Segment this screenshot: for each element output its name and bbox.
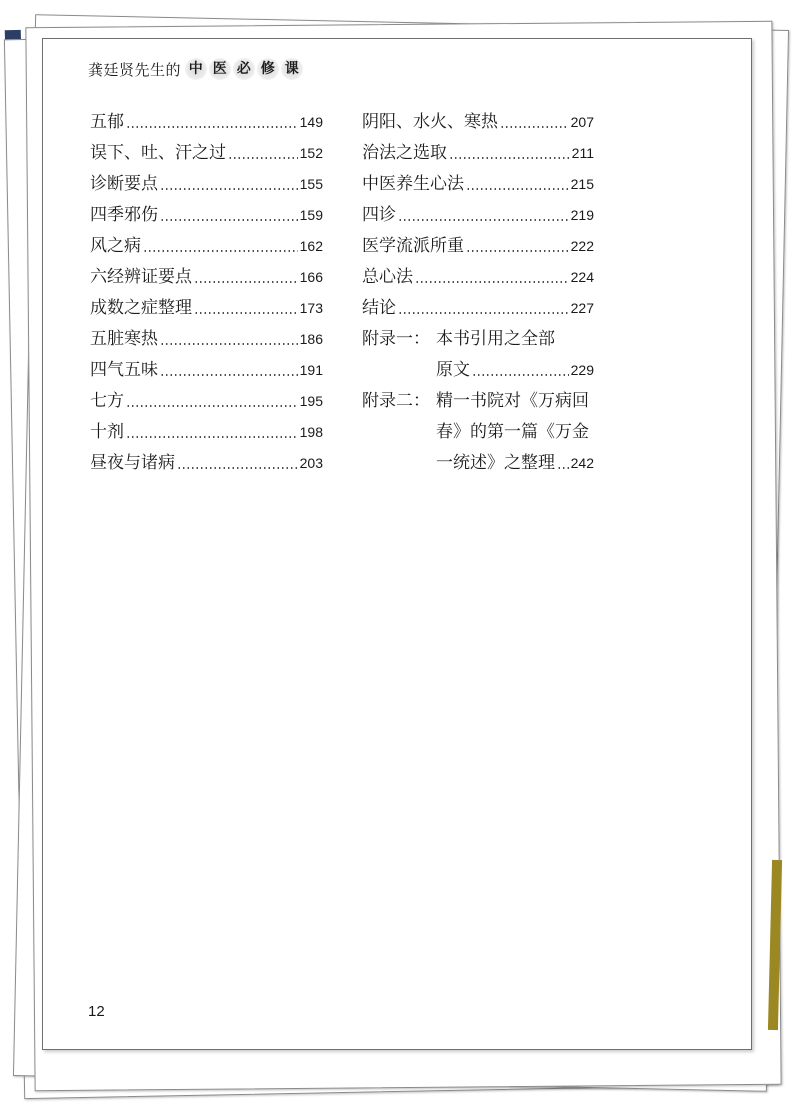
toc-entry[interactable]: 成数之症整理 173 xyxy=(90,298,323,318)
header-course-char: 必 xyxy=(233,58,255,80)
toc-entry[interactable]: 误下、吐、汗之过 152 xyxy=(90,143,323,163)
header-course-char: 医 xyxy=(209,58,231,80)
appendix-label: 附录二： xyxy=(362,391,430,411)
toc-appendix-2-cont[interactable]: 一统述》之整理 242 xyxy=(436,453,594,473)
toc-entry[interactable]: 治法之选取 211 xyxy=(362,143,594,163)
toc-entry[interactable]: 四气五味 191 xyxy=(90,360,323,380)
toc-appendix-1-cont[interactable]: 原文 229 xyxy=(436,360,594,380)
running-header xyxy=(88,58,305,80)
appendix-label: 附录一： xyxy=(362,329,430,349)
header-course-char: 中 xyxy=(185,58,207,80)
toc-entry[interactable]: 六经辨证要点 166 xyxy=(90,267,323,287)
toc-entry[interactable]: 诊断要点 155 xyxy=(90,174,323,194)
toc-right-column xyxy=(362,107,594,479)
page-number: 12 xyxy=(88,1003,105,1020)
toc-entry[interactable]: 昼夜与诸病 203 xyxy=(90,453,323,473)
toc-entry[interactable]: 七方 195 xyxy=(90,391,323,411)
header-course-title xyxy=(185,58,305,80)
toc-appendix-2-cont[interactable]: 春》的第一篇《万金 xyxy=(436,422,589,442)
toc-appendix-2[interactable]: 附录二： 精一书院对《万病回 xyxy=(362,386,594,417)
toc-appendix-1[interactable]: 附录一： 本书引用之全部 xyxy=(362,324,594,355)
toc-entry[interactable]: 中医养生心法 215 xyxy=(362,174,594,194)
toc-entry[interactable]: 五郁 149 xyxy=(90,112,323,132)
toc-entry[interactable]: 阴阳、水火、寒热 207 xyxy=(362,112,594,132)
toc-entry[interactable]: 四季邪伤 159 xyxy=(90,205,323,225)
toc-left-column xyxy=(90,107,323,479)
toc-entry[interactable]: 四诊 219 xyxy=(362,205,594,225)
toc-entry[interactable]: 总心法 224 xyxy=(362,267,594,287)
toc-entry[interactable]: 风之病 162 xyxy=(90,236,323,256)
header-course-char: 课 xyxy=(281,58,303,80)
header-course-char: 修 xyxy=(257,58,279,80)
toc-entry[interactable]: 医学流派所重 222 xyxy=(362,236,594,256)
header-author: 龚廷贤先生的 xyxy=(88,60,182,79)
toc-entry[interactable]: 五脏寒热 186 xyxy=(90,329,323,349)
toc-entry[interactable]: 结论 227 xyxy=(362,298,594,318)
toc-entry[interactable]: 十剂 198 xyxy=(90,422,323,442)
